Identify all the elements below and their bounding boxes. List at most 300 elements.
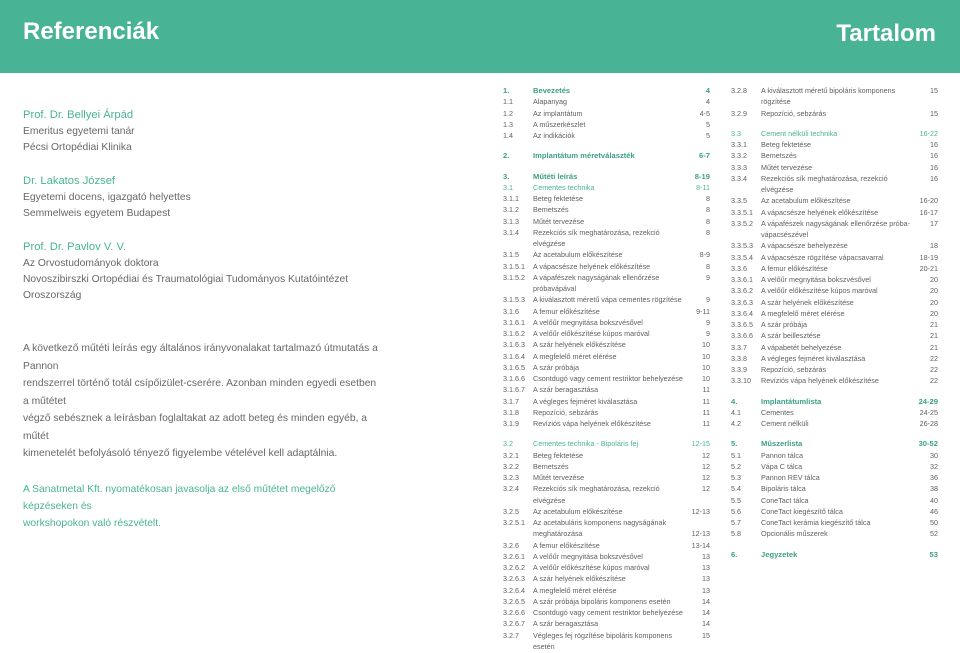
toc-page: 30 (930, 450, 938, 460)
toc-entry (503, 363, 710, 374)
toc-entry (731, 185, 938, 196)
toc-entry (731, 496, 938, 507)
toc-number: 3.3.6.1 (731, 275, 753, 284)
toc-page: 12-15 (691, 439, 710, 449)
reference-line: Egyetemi docens, igazgató helyettes (23, 192, 191, 203)
page-title-references: Referenciák (23, 18, 160, 45)
toc-entry (731, 298, 938, 309)
toc-entry (503, 529, 710, 540)
toc-page: 8-11 (696, 182, 710, 192)
toc-title: A vápacsésze rögzítése vápacsavarral (761, 252, 884, 262)
toc-number: 3.2.7 (503, 630, 519, 640)
toc-title: Bipoláris tálca (761, 484, 806, 494)
toc-number: 3.3.3 (731, 162, 747, 172)
toc-entry (731, 343, 938, 354)
toc-number: 3.1.6.2 (503, 329, 525, 338)
toc-title: A műszerkészlet (533, 119, 586, 129)
toc-title: A kiválasztott méretű bipoláris komponens (761, 86, 896, 95)
toc-entry (731, 208, 938, 219)
toc-entry (503, 329, 710, 340)
toc-entry (731, 109, 938, 120)
toc-number: 5.7 (731, 518, 741, 527)
toc-entry (731, 320, 938, 331)
toc-title: Cementes technika - Bipoláris fej (533, 439, 639, 449)
toc-page: 22 (930, 353, 938, 363)
intro-line: A következő műtéti leírás egy általános irányvonalakat tartalmazó útmutatás a Pannon (23, 343, 378, 372)
toc-title: A velőűr előkészítése kúpos maróval (533, 329, 650, 338)
toc-number: 3.2.6.2 (503, 563, 525, 572)
toc-title: A vápacsésze behelyezése (761, 241, 848, 251)
toc-page: 17 (930, 218, 938, 228)
toc-page: 8 (706, 194, 710, 203)
toc-number: 3.1.6.4 (503, 351, 525, 361)
toc-title: Opcionális műszerek (761, 529, 828, 539)
toc-entry (731, 473, 938, 484)
toc-title: A kiválasztott méretű vápa cementes rögzítése (533, 295, 682, 305)
toc-number: 3.1.6 (503, 306, 519, 316)
toc-title: rögzítése (761, 97, 791, 107)
toc-title: A vápabetét behelyezése (761, 342, 842, 352)
reference-line: Oroszország (23, 290, 82, 301)
toc-title: Beteg fektetése (761, 140, 811, 149)
toc-page: 9 (706, 295, 710, 305)
note-line: workshopokon való részvételt. (23, 517, 161, 529)
toc-page: 5 (706, 119, 710, 129)
toc-number: 3.2.6.4 (503, 585, 525, 595)
toc-title: A vápacsésze helyének előkészítése (533, 261, 651, 271)
toc-page: 13 (702, 574, 710, 584)
toc-entry (503, 597, 710, 608)
page-title-contents: Tartalom (836, 20, 936, 47)
toc-entry (503, 318, 710, 329)
toc-title: Műszerlista (761, 439, 803, 449)
toc-page: 21 (930, 342, 938, 352)
toc-column-1 (503, 86, 710, 650)
toc-title: esetén (533, 641, 555, 651)
toc-title: A femur előkészítése (533, 306, 600, 316)
toc-number: 3.2 (503, 439, 513, 449)
toc-page: 14 (702, 596, 710, 606)
toc-entry (503, 552, 710, 563)
toc-entry (503, 352, 710, 363)
toc-page: 20-21 (919, 263, 938, 273)
toc-number: 3.2.8 (731, 86, 747, 95)
toc-page: 50 (930, 518, 938, 527)
toc-page: 8 (706, 227, 710, 237)
toc-number: 4.1 (731, 407, 741, 417)
toc-entry (731, 550, 938, 561)
toc-title: A velőűr előkészítése kúpos maróval (533, 563, 650, 572)
toc-title: A szár beragasztása (533, 385, 599, 395)
toc-entry (731, 408, 938, 419)
toc-number: 3.2.4 (503, 484, 519, 494)
toc-entry (731, 275, 938, 286)
toc-page: 16 (930, 140, 938, 149)
toc-page: 20 (930, 297, 938, 307)
toc-page: 16-20 (919, 196, 938, 206)
toc-page: 10 (702, 351, 710, 361)
toc-title: Cementes (761, 407, 794, 417)
toc-entry (503, 295, 710, 306)
toc-number: 5.1 (731, 450, 741, 460)
reference-entry (23, 107, 378, 156)
toc-page: 16 (930, 151, 938, 161)
toc-page: 8-19 (694, 171, 710, 181)
toc-title: A szár helyének előkészítése (761, 297, 854, 307)
toc-page: 10 (702, 362, 710, 372)
toc-entry (731, 451, 938, 462)
toc-page: 13 (702, 585, 710, 595)
toc-title: Az acetabulum előkészítése (533, 250, 623, 260)
toc-entry (503, 172, 710, 183)
toc-page: 8-9 (699, 250, 710, 260)
toc-number: 3.2.5.1 (503, 518, 525, 527)
toc-page: 20 (930, 275, 938, 284)
toc-number: 3.2.6.1 (503, 551, 525, 561)
toc-entry (503, 217, 710, 228)
toc-entry (503, 631, 710, 642)
reference-line: Pécsi Ortopédiai Klinika (23, 142, 132, 153)
toc-entry (503, 642, 710, 653)
intro-paragraph (23, 340, 378, 463)
toc-entry (731, 163, 938, 174)
toc-number: 3.3.6.2 (731, 286, 753, 296)
toc-entry (503, 120, 710, 131)
toc-entry (503, 541, 710, 552)
toc-number: 3. (503, 171, 510, 181)
toc-title: A szár próbája (761, 320, 807, 329)
toc-number: 3.1 (503, 182, 513, 192)
toc-entry (503, 194, 710, 205)
toc-entry (731, 97, 938, 108)
toc-number: 3.1.8 (503, 407, 519, 417)
toc-title: Repozíció, sebzárás (533, 407, 599, 417)
toc-entry (503, 284, 710, 295)
toc-number: 5.2 (731, 461, 741, 471)
toc-title: Végleges fej rögzítése bipoláris komponens (533, 630, 673, 640)
toc-number: 3.3.2 (731, 151, 747, 161)
toc-entry (731, 286, 938, 297)
toc-title: Revíziós vápa helyének előkészítése (533, 419, 651, 428)
toc-number: 3.3.7 (731, 342, 747, 352)
toc-entry (503, 462, 710, 473)
toc-number: 3.3.6.3 (731, 297, 753, 307)
toc-title: Az acetabuláris komponens nagyságának (533, 518, 667, 527)
reference-name: Dr. Lakatos József (23, 175, 116, 187)
toc-page: 38 (930, 484, 938, 494)
toc-entry (503, 374, 710, 385)
intro-line: kimenetelét befolyásoló tényező figyelembe vételével kell adaptálnia. (23, 448, 338, 459)
toc-entry (731, 86, 938, 97)
toc-page: 4 (705, 86, 710, 95)
toc-number: 3.3.1 (731, 140, 747, 149)
toc-entry (731, 230, 938, 241)
toc-title: A szár beragasztása (533, 619, 599, 629)
toc-title: Cement nélküli technika (761, 128, 838, 138)
toc-number: 3.3.6.4 (731, 308, 753, 318)
toc-title: A femur előkészítése (533, 540, 600, 550)
toc-number: 3.2.6.5 (503, 596, 525, 606)
toc-number: 3.3.10 (731, 376, 751, 386)
toc-title: A végleges fejméret kiválasztása (761, 353, 866, 363)
toc-number: 3.2.2 (503, 461, 519, 471)
toc-entry (731, 365, 938, 376)
toc-page: 52 (930, 529, 938, 539)
toc-entry (731, 264, 938, 275)
toc-page: 9 (706, 329, 710, 338)
toc-number: 3.3.6 (731, 263, 747, 273)
toc-number: 3.2.1 (503, 450, 519, 460)
toc-page: 30-52 (918, 439, 938, 449)
toc-entry (503, 439, 710, 450)
toc-entry (731, 529, 938, 540)
toc-page: 21 (930, 331, 938, 341)
toc-title: A megfelelő méret elérése (533, 585, 617, 595)
toc-title: Műtét tervezése (533, 473, 585, 482)
toc-number: 3.2.6.7 (503, 619, 525, 629)
toc-title: A vápafészek nagyságának ellenőrzése (533, 272, 660, 282)
toc-entry (731, 419, 938, 430)
toc-page: 11 (702, 407, 710, 417)
toc-number: 3.1.2 (503, 205, 519, 215)
toc-entry (731, 174, 938, 185)
toc-title: A velőűr előkészítése kúpos maróval (761, 286, 878, 296)
toc-page: 12-13 (691, 506, 710, 516)
toc-entry (503, 131, 710, 142)
toc-number: 3.3.5.3 (731, 241, 753, 251)
toc-entry (731, 151, 938, 162)
note-line: A Sanatmetal Kft. nyomatékosan javasolja az első műtétet megelőző képzéseken és (23, 483, 336, 512)
toc-title: próbavápával (533, 284, 577, 293)
reference-name: Prof. Dr. Pavlov V. V. (23, 241, 127, 253)
toc-title: A velőűr megnyitása bokszvésővel (533, 317, 643, 327)
toc-number: 3.3.5.4 (731, 252, 753, 262)
training-note (23, 481, 378, 532)
toc-entry (731, 331, 938, 342)
toc-title: A szár próbája bipoláris komponens esetén (533, 596, 671, 606)
toc-entry (503, 273, 710, 284)
reference-entry (23, 173, 378, 222)
toc-number: 3.2.6.3 (503, 574, 525, 584)
toc-entry (731, 439, 938, 450)
toc-entry (503, 563, 710, 574)
toc-title: Repozíció, sebzárás (761, 365, 827, 374)
toc-page: 26-28 (919, 419, 938, 428)
toc-number: 3.2.6 (503, 540, 519, 550)
header-bar (0, 0, 960, 73)
toc-title: Bemetszés (533, 205, 569, 215)
toc-title: Alapanyag (533, 97, 567, 107)
toc-number: 3.2.3 (503, 473, 519, 482)
toc-entry (503, 419, 710, 430)
toc-title: Az implantátum (533, 108, 583, 118)
toc-title: A szár helyének előkészítése (533, 340, 626, 350)
toc-title: Cement nélküli (761, 419, 809, 428)
toc-entry (731, 253, 938, 264)
reference-line: Novoszibirszki Ortopédiai és Traumatológiai Tudományos Kutatóintézet (23, 274, 349, 285)
toc-title: Csontdugó vagy cement restriktor behelyezése (533, 374, 683, 383)
toc-number: 3.1.6.7 (503, 385, 525, 395)
toc-entry (731, 241, 938, 252)
toc-entry (503, 228, 710, 239)
toc-page: 10 (702, 374, 710, 383)
toc-number: 1.2 (503, 108, 513, 118)
toc-title: Az indikációk (533, 131, 575, 140)
toc-entry (731, 397, 938, 408)
toc-title: Vápa C tálca (761, 461, 803, 471)
toc-number: 6. (731, 549, 738, 559)
toc-number: 3.1.6.1 (503, 317, 525, 327)
toc-title: A vápacsésze helyének előkészítése (761, 207, 879, 217)
toc-number: 3.3.6.6 (731, 331, 753, 341)
toc-number: 3.1.4 (503, 227, 519, 237)
toc-page: 18 (930, 241, 938, 251)
toc-page: 6-7 (699, 151, 710, 161)
toc-page: 40 (930, 495, 938, 505)
toc-title: A vápafészek nagyságának ellenőrzése próba- (761, 218, 911, 228)
toc-entry (503, 518, 710, 529)
toc-title: elvégzése (761, 185, 794, 194)
toc-entry (503, 586, 710, 597)
toc-entry (503, 619, 710, 630)
toc-page: 12 (702, 473, 710, 482)
toc-number: 1. (503, 86, 510, 95)
toc-entry (731, 129, 938, 140)
toc-entry (731, 219, 938, 230)
toc-entry (731, 309, 938, 320)
reference-entry (23, 239, 378, 304)
toc-column-2 (731, 86, 938, 650)
toc-entry (731, 484, 938, 495)
toc-title: Műtéti leírás (533, 171, 578, 181)
toc-page: 9 (706, 317, 710, 327)
toc-title: A szár helyének előkészítése (533, 574, 626, 584)
toc-title: A megfelelő méret elérése (533, 351, 617, 361)
toc-number: 3.1.6.3 (503, 340, 525, 350)
toc-entry (503, 473, 710, 484)
toc-page: 12 (702, 484, 710, 494)
toc-page: 22 (930, 365, 938, 374)
toc-title: Cementes technika (533, 182, 595, 192)
reference-name: Prof. Dr. Bellyei Árpád (23, 109, 134, 121)
toc-entry (503, 451, 710, 462)
toc-page: 15 (930, 108, 938, 118)
toc-title: Műtét tervezése (761, 162, 813, 172)
toc-title: A velőűr megnyitása bokszvésővel (533, 551, 643, 561)
toc-title: Pannon tálca (761, 450, 803, 460)
toc-page: 16 (930, 162, 938, 172)
toc-title: Implantátum méretválaszték (533, 151, 635, 161)
toc-page: 21 (930, 320, 938, 329)
toc-number: 1.4 (503, 131, 513, 140)
toc-entry (503, 205, 710, 216)
toc-entry (731, 507, 938, 518)
intro-line: rendszerrel történő totál csípőizület-cserére. Azonban minden egyedi esetben a műtétet (23, 378, 377, 407)
toc-number: 3.1.9 (503, 419, 519, 428)
toc-page: 15 (930, 86, 938, 95)
toc-page: 16 (930, 173, 938, 183)
toc-title: Rezekciós sík meghatározása, rezekció (533, 484, 660, 494)
toc-title: Bevezetés (533, 86, 571, 95)
toc-number: 5.8 (731, 529, 741, 539)
toc-page: 15 (702, 630, 710, 640)
toc-entry (503, 408, 710, 419)
toc-page: 13 (702, 563, 710, 572)
toc-page: 12 (702, 450, 710, 460)
toc-page: 12 (702, 461, 710, 471)
toc-number: 5.6 (731, 506, 741, 516)
toc-title: vápacsészével (761, 230, 809, 239)
toc-title: A végleges fejméret kiválasztása (533, 396, 638, 406)
toc-title: Rezekciós sík meghatározása, rezekció (761, 173, 888, 183)
toc-page: 46 (930, 506, 938, 516)
toc-entry (731, 376, 938, 387)
toc-number: 3.3.5.1 (731, 207, 753, 217)
reference-line: Emeritus egyetemi tanár (23, 126, 135, 137)
toc-title: A femur előkészítése (761, 263, 828, 273)
toc-entry (503, 262, 710, 273)
toc-title: meghatározása (533, 529, 583, 539)
toc-number: 3.2.9 (731, 108, 747, 118)
toc-entry (731, 518, 938, 529)
toc-title: Beteg fektetése (533, 450, 583, 460)
toc-page: 16-22 (919, 128, 938, 138)
toc-number: 4.2 (731, 419, 741, 428)
toc-number: 5. (731, 439, 738, 449)
toc-title: Műtét tervezése (533, 216, 585, 226)
intro-line: végző sebésznek a leírásban foglaltakat az adott beteg és minden egyéb, a műtét (23, 413, 368, 442)
toc-title: A megfelelő méret elérése (761, 308, 845, 318)
toc-page: 16-17 (919, 207, 938, 217)
toc-page: 8 (706, 261, 710, 271)
toc-entry (503, 397, 710, 408)
toc-title: elvégzése (533, 239, 566, 248)
toc-title: Az acetabulum előkészítése (761, 196, 851, 206)
toc-page: 8 (706, 216, 710, 226)
toc-page: 8 (706, 205, 710, 215)
toc-entry (731, 354, 938, 365)
toc-title: A szár beillesztése (761, 331, 821, 341)
toc-entry (503, 507, 710, 518)
toc-number: 3.1.5 (503, 250, 519, 260)
toc-page: 20 (930, 308, 938, 318)
toc-entry (503, 250, 710, 261)
toc-page: 36 (930, 473, 938, 482)
reference-line: Az Orvostudományok doktora (23, 258, 159, 269)
toc-number: 5.4 (731, 484, 741, 494)
toc-number: 3.3.5.2 (731, 218, 753, 228)
toc-number: 3.1.6.6 (503, 374, 525, 383)
toc-page: 9-11 (696, 306, 710, 316)
toc-title: ConeTact kiegészítő tálca (761, 506, 843, 516)
toc-number: 5.3 (731, 473, 741, 482)
toc-page: 24-25 (919, 407, 938, 417)
toc-title: ConeTact tálca (761, 495, 809, 505)
toc-number: 3.1.5.2 (503, 272, 525, 282)
toc-entry (503, 385, 710, 396)
toc-page: 5 (706, 131, 710, 140)
toc-number: 3.1.1 (503, 194, 519, 203)
toc-entry (503, 183, 710, 194)
toc-page: 11 (702, 385, 710, 395)
toc-title: Implantátumlista (761, 396, 822, 406)
toc-number: 3.1.6.5 (503, 362, 525, 372)
toc-number: 3.3.6.5 (731, 320, 753, 329)
toc-page: 10 (702, 340, 710, 350)
toc-entry (503, 608, 710, 619)
toc-number: 3.1.3 (503, 216, 519, 226)
toc-page: 14 (702, 619, 710, 629)
